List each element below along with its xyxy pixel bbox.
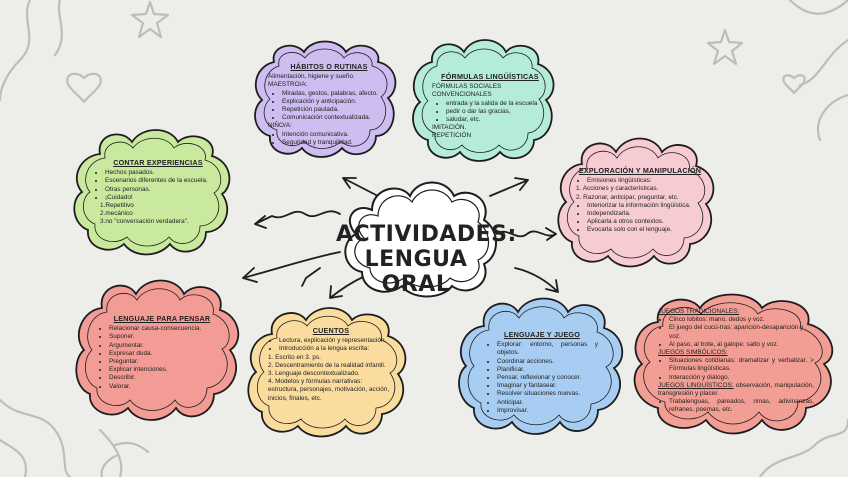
- list-item: • Escenarios diferentes de la escuela.: [105, 177, 222, 185]
- list-item: • Imaginar y fantasear.: [497, 382, 598, 390]
- juegos-tradicionales-heading: JUEGOS TRADICIONALES:: [658, 308, 740, 315]
- arrow-to-contar: [255, 211, 340, 228]
- list-item: 3. Lenguaje descontextualizado.: [268, 369, 360, 377]
- juegos-linguisticos-line: [658, 382, 814, 398]
- lenguaje-pensar-title: LENGUAJE PARA PENSAR: [113, 314, 211, 323]
- list-item: • Al paso, al trote, al galope: salto y voz.: [669, 341, 814, 349]
- list-item: 1.Repetitivo: [100, 201, 134, 209]
- juegos-simbolicos-list: [658, 357, 814, 382]
- formulas-line1: FÓRMULAS SOCIALES: [432, 83, 502, 91]
- juegos-tradicionales-list: [658, 316, 814, 349]
- lenguaje-pensar-content: [98, 314, 226, 391]
- list-item: • saludar, etc.: [446, 116, 548, 124]
- list-item: • pedir o dar las gracias,: [446, 108, 548, 116]
- habitos-maestro-list: [268, 90, 390, 123]
- center-title-line2: LENGUA ORAL: [364, 247, 468, 297]
- exploracion-title: EXPLORACIÓN Y MANIPULACIÓN: [578, 166, 702, 175]
- formulas-line3: IMITACIÓN.: [432, 124, 467, 132]
- juegos-simbolicos-heading: JUEGOS SIMBÓLICOS:: [658, 348, 728, 356]
- list-item: 3.no "conversación verdadera".: [100, 218, 189, 226]
- exploracion-content: [576, 166, 704, 235]
- formulas-content: [432, 72, 548, 141]
- contar-bullets: [94, 169, 222, 202]
- list-item: • Trabalenguas, pareados, rimas, adivinanzas, refranes, poemas, etc.: [669, 398, 814, 414]
- list-item: • Hechos pasados.: [105, 169, 222, 177]
- arrow-to-lenguaje-juego: [515, 268, 558, 292]
- list-item: • Repetición pautada.: [282, 106, 390, 114]
- juegos-content: [658, 308, 814, 414]
- habitos-nino-list: [268, 131, 390, 147]
- formulas-line4: REPETICIÓN: [432, 132, 472, 140]
- arrow-to-lenguaje-pensar: [243, 252, 340, 282]
- node-lenguaje-pensar: [74, 278, 244, 424]
- list-item: 2. Descentramiento de la realidad infantil.: [268, 361, 386, 369]
- list-item: • Explicación y anticipación.: [282, 98, 390, 106]
- list-item: • Miradas, gestos, palabras, afecto.: [282, 90, 390, 98]
- arrow-to-juegos: [302, 268, 320, 286]
- formulas-line2: CONVENCIONALES: [432, 91, 492, 99]
- list-item: • Valorar.: [109, 383, 226, 391]
- node-juegos: [628, 292, 842, 438]
- list-item: • Intención comunicativa.: [282, 131, 390, 139]
- list-item: • Evocarla solo con el lenguaje.: [587, 226, 704, 234]
- habitos-title: HÁBITOS O RUTINAS: [290, 62, 368, 71]
- list-item: • Planificar.: [497, 366, 598, 374]
- list-item: • Expresar duda.: [109, 350, 226, 358]
- list-item: • Comunicación contextualizada.: [282, 114, 390, 122]
- list-item: • Argumentar.: [109, 342, 226, 350]
- list-item: • Aplicarla a otros contextos.: [587, 218, 704, 226]
- list-item: • Suponer.: [109, 333, 226, 341]
- node-formulas: [410, 38, 558, 166]
- list-item: • Interiorizar la información lingüística.: [587, 202, 704, 210]
- list-item: • ¡Cuidado!: [105, 194, 222, 202]
- formulas-title: FÓRMULAS LINGÜÍSTICAS: [441, 72, 539, 81]
- list-item: • entrada y la salida de la escuela: [446, 100, 548, 108]
- list-item: 4. Modelos y fórmulas narrativas: estructura, personajes, motivación, acción, inicios, finales, etc.: [268, 378, 390, 402]
- habitos-nino-label: NIÑO/A:: [268, 122, 292, 130]
- list-item: • Describir.: [109, 374, 226, 382]
- lenguaje-juego-title: LENGUAJE Y JUEGO: [503, 330, 581, 339]
- center-title: [336, 222, 517, 297]
- list-item: • Situaciones cotidianas: dramatizar y verbalizar. > Fórmulas lingüísticas.: [669, 357, 814, 373]
- list-item: • Relacionar causa-consecuencia.: [109, 325, 226, 333]
- list-item: • Otras personas.: [105, 186, 222, 194]
- list-item: • Introducción a la lengua escrita:: [279, 345, 394, 353]
- juegos-linguisticos-list: [658, 398, 814, 414]
- cuentos-title: CUENTOS: [312, 326, 350, 335]
- habitos-maestro-label: MAESTRO/A:: [268, 81, 308, 89]
- formulas-list: [432, 100, 548, 125]
- list-item: • Seguridad y tranquilidad.: [282, 139, 390, 147]
- list-item: • Independizarla.: [587, 210, 704, 218]
- lenguaje-juego-list: [486, 341, 598, 415]
- contar-content: [94, 158, 222, 227]
- list-item: • Resolver situaciones nuevas.: [497, 390, 598, 398]
- list-item: 1. Escrito en 3. ps.: [268, 353, 321, 361]
- list-item: • Emisiones lingüísticas:: [587, 177, 704, 185]
- habitos-content: [268, 62, 390, 147]
- node-habitos: [252, 40, 400, 158]
- list-item: • Anticipar.: [497, 399, 598, 407]
- list-item: 2. Razonar, anticipar, preguntar, etc.: [576, 193, 679, 201]
- list-item: • El juego del cucú-tras: aparición-desaparición y voz.: [669, 324, 814, 340]
- list-item: • Pensar, reflexionar y conocer.: [497, 374, 598, 382]
- cuentos-bullets: [268, 337, 394, 353]
- cuentos-content: [268, 326, 394, 403]
- list-item: • Cinco lobitos: mano, dedos y voz.: [669, 316, 814, 324]
- contar-title: CONTAR EXPERIENCIAS: [113, 158, 203, 167]
- list-item: • Improvisar.: [497, 407, 598, 415]
- list-item: • Interacción y diálogo.: [669, 374, 814, 382]
- list-item: • Preguntar.: [109, 358, 226, 366]
- exploracion-list: [576, 177, 704, 185]
- node-exploracion: [556, 136, 718, 270]
- list-item: • Explorar: entorno, personas y objetos.: [497, 341, 598, 357]
- center-title-line1: ACTIVIDADES:: [336, 222, 517, 247]
- juegos-linguisticos-rest: observación, manipulación, transgresión y placer.: [658, 381, 814, 397]
- node-contar: [72, 128, 234, 258]
- exploracion-list-2: [576, 202, 704, 235]
- node-cuentos: [246, 306, 410, 440]
- lenguaje-pensar-list: [98, 325, 226, 391]
- list-item: • Explicar intenciones.: [109, 366, 226, 374]
- list-item: • Coordinar acciones.: [497, 358, 598, 366]
- list-item: 2.mecánico: [100, 210, 133, 218]
- juegos-linguisticos-heading: JUEGOS LINGUÍSTICOS:: [658, 381, 734, 389]
- habitos-intro: Alimentación, higiene y sueño.: [268, 73, 355, 81]
- list-item: 1. Acciones y características.: [576, 185, 659, 193]
- node-lenguaje-juego: [456, 296, 628, 438]
- list-item: • Lectura, explicación y representación.: [279, 337, 394, 345]
- lenguaje-juego-content: [486, 330, 598, 415]
